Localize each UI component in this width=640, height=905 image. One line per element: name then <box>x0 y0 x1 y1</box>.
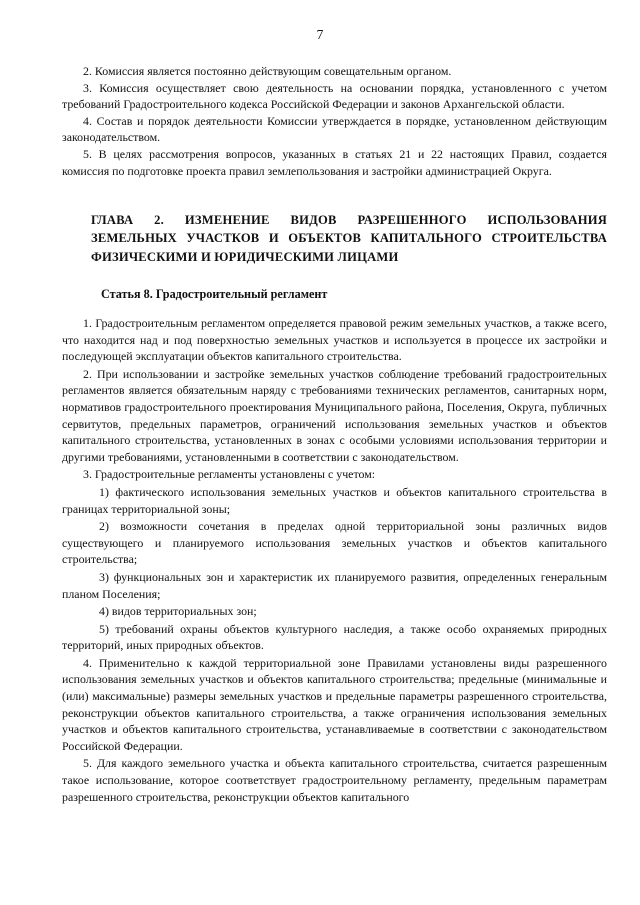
article-title: Статья 8. Градостроительный регламент <box>101 287 328 301</box>
paragraph: 4. Состав и порядок деятельности Комиссии утверждается в порядке, установленном действующим законодательством. <box>62 113 607 145</box>
paragraph: 3. Градостроительные регламенты установлены с учетом: <box>83 467 376 482</box>
commission-section <box>62 63 607 179</box>
paragraph: 5. Для каждого земельного участка и объекта капитального строительства, считается разрешенным такое использование, которое соответствует градостроительному регламенту, предельным параметрам разрешенного строительства, реконструкции объектов капитального <box>62 756 607 804</box>
paragraph: 2. При использовании и застройке земельных участков соблюдение требований градостроительных регламентов является обязательным наряду с требованиями технических регламентов, санитарных норм, нормативов градостроительного проектирования Муниципального района, Поселения, Округа, публичных сервитутов, предельных параметров, ограничений использования земельных участков и объектов капитального строительства, установленных в зонах с особыми условиями использования территории и другими требованиями, установленными в соответствии с законодательством. <box>62 366 607 464</box>
list-item: 2) возможности сочетания в пределах одной территориальной зоны различных видов существующего и планируемого использования земельных участков и объектов капитального строительства; <box>62 519 607 567</box>
paragraph: 2. Комиссия является постоянно действующим совещательным органом. <box>83 64 452 78</box>
list-item: 1) фактического использования земельных участков и объектов капитального строительства в границах территориальной зоны; <box>62 484 607 516</box>
paragraph: 3. Комиссия осуществляет свою деятельность на основании порядка, установленного с учетом требований Градостроительного кодекса Российской Федерации и законов Архангельской области. <box>62 80 607 112</box>
paragraph: 1. Градостроительным регламентом определяется правовой режим земельных участков, а также всего, что находится над и под поверхностью земельных участков и используется в процессе их застройки и последующей эксплуатации объектов капитального строительства. <box>62 316 607 364</box>
list-item: 5) требований охраны объектов культурного наследия, а также особо охраняемых природных территорий, иных природных объектов. <box>62 621 607 653</box>
page-number: 7 <box>316 27 324 42</box>
chapter-title: ГЛАВА 2. ИЗМЕНЕНИЕ ВИДОВ РАЗРЕШЕННОГО ИСПОЛЬЗОВАНИЯ ЗЕМЕЛЬНЫХ УЧАСТКОВ И ОБЪЕКТОВ КАПИТАЛЬНОГО СТРОИТЕЛЬСТВА ФИЗИЧЕСКИМИ И ЮРИДИЧЕСКИМИ ЛИЦАМИ <box>91 213 607 264</box>
list-item: 4) видов территориальных зон; <box>99 604 257 619</box>
paragraph: 5. В целях рассмотрения вопросов, указанных в статьях 21 и 22 настоящих Правил, создается комиссия по подготовке проекта правил землепользования и застройки администрацией Округа. <box>62 146 607 178</box>
article-body <box>62 315 607 805</box>
paragraph: 4. Применительно к каждой территориальной зоне Правилами установлены виды разрешенного использования земельных участков и объектов капитального строительства; предельные (минимальные и (или) максимальные) размеры земельных участков и предельные параметры разрешенного строительства, реконструкции объектов капитального строительства, а также ограничения использования земельных участков и объектов капитального строительства, устанавливаемые в соответствии с законодательством Российской Федерации. <box>62 655 607 753</box>
list-item: 3) функциональных зон и характеристик их планируемого развития, определенных генеральным планом Поселения; <box>62 569 607 601</box>
